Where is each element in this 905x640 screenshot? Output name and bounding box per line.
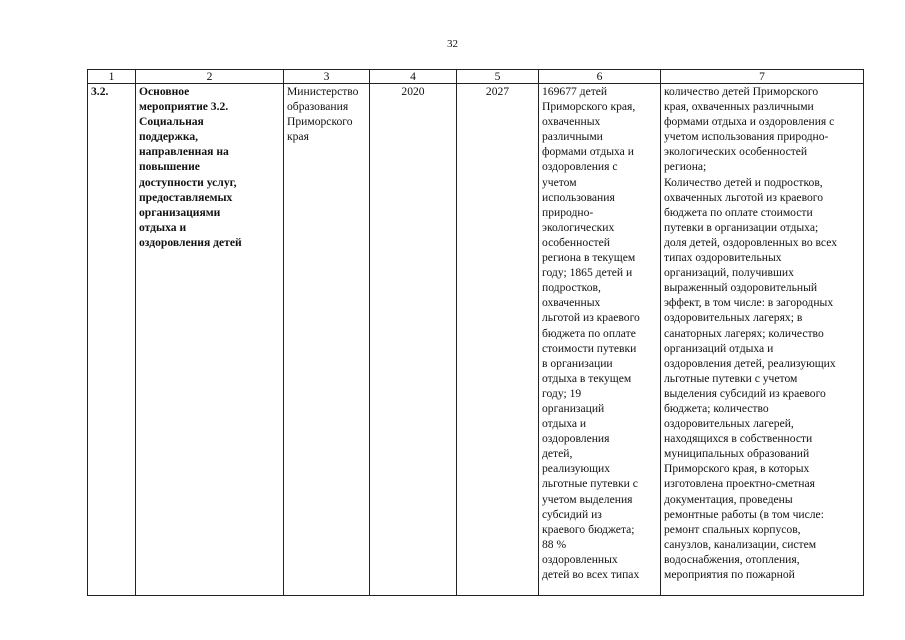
header-cell: 7 <box>661 70 864 84</box>
program-table <box>87 69 864 596</box>
header-cell: 1 <box>88 70 136 84</box>
row-number-cell: 3.2. <box>88 84 136 596</box>
header-cell: 2 <box>136 70 284 84</box>
activity-title-cell: Основное мероприятие 3.2. Социальная поддержка, направленная на повышение доступности услуг, предоставляемых организациями отдыха и оздоровления детей <box>136 84 284 596</box>
executor-cell: Министерство образования Приморского края <box>284 84 370 596</box>
results-cell: 169677 детей Приморского края, охваченных различными формами отдыха и оздоровления с учетом использования природно- экологических особенностей региона в текущем году; 1865 детей и подростков, охваченных льготой из краевого бюджета по оплате стоимости путевки в организации отдыха в текущем году; 19 организаций отдыха и оздоровления детей, реализующих льготные путевки с учетом выделения субсидий из краевого бюджета; 88 % оздоровленных детей во всех типах <box>539 84 661 596</box>
header-cell: 4 <box>370 70 457 84</box>
page-number: 32 <box>447 38 458 50</box>
table-header-row <box>88 70 864 84</box>
end-year-cell: 2027 <box>457 84 539 596</box>
header-cell: 3 <box>284 70 370 84</box>
start-year-cell: 2020 <box>370 84 457 596</box>
table-row <box>88 84 864 596</box>
header-cell: 5 <box>457 70 539 84</box>
indicators-cell: количество детей Приморского края, охваченных различными формами отдыха и оздоровления с учетом использования природно- экологических особенностей региона; Количество детей и подростков, охваченных льготой из краевого бюджета по оплате стоимости путевки в организации отдыха; доля детей, оздоровленных во всех типах оздоровительных организаций, получивших выраженный оздоровительный эффект, в том числе: в загородных оздоровительных лагерях; в санаторных лагерях; количество организаций отдыха и оздоровления детей, реализующих льготные путевки с учетом выделения субсидий из краевого бюджета; количество оздоровительных лагерей, находящихся в собственности муниципальных образований Приморского края, в которых изготовлена проектно-сметная документация, проведены ремонтные работы (в том числе: ремонт спальных корпусов, санузлов, канализации, систем водоснабжения, отопления, мероприятия по пожарной <box>661 84 864 596</box>
header-cell: 6 <box>539 70 661 84</box>
